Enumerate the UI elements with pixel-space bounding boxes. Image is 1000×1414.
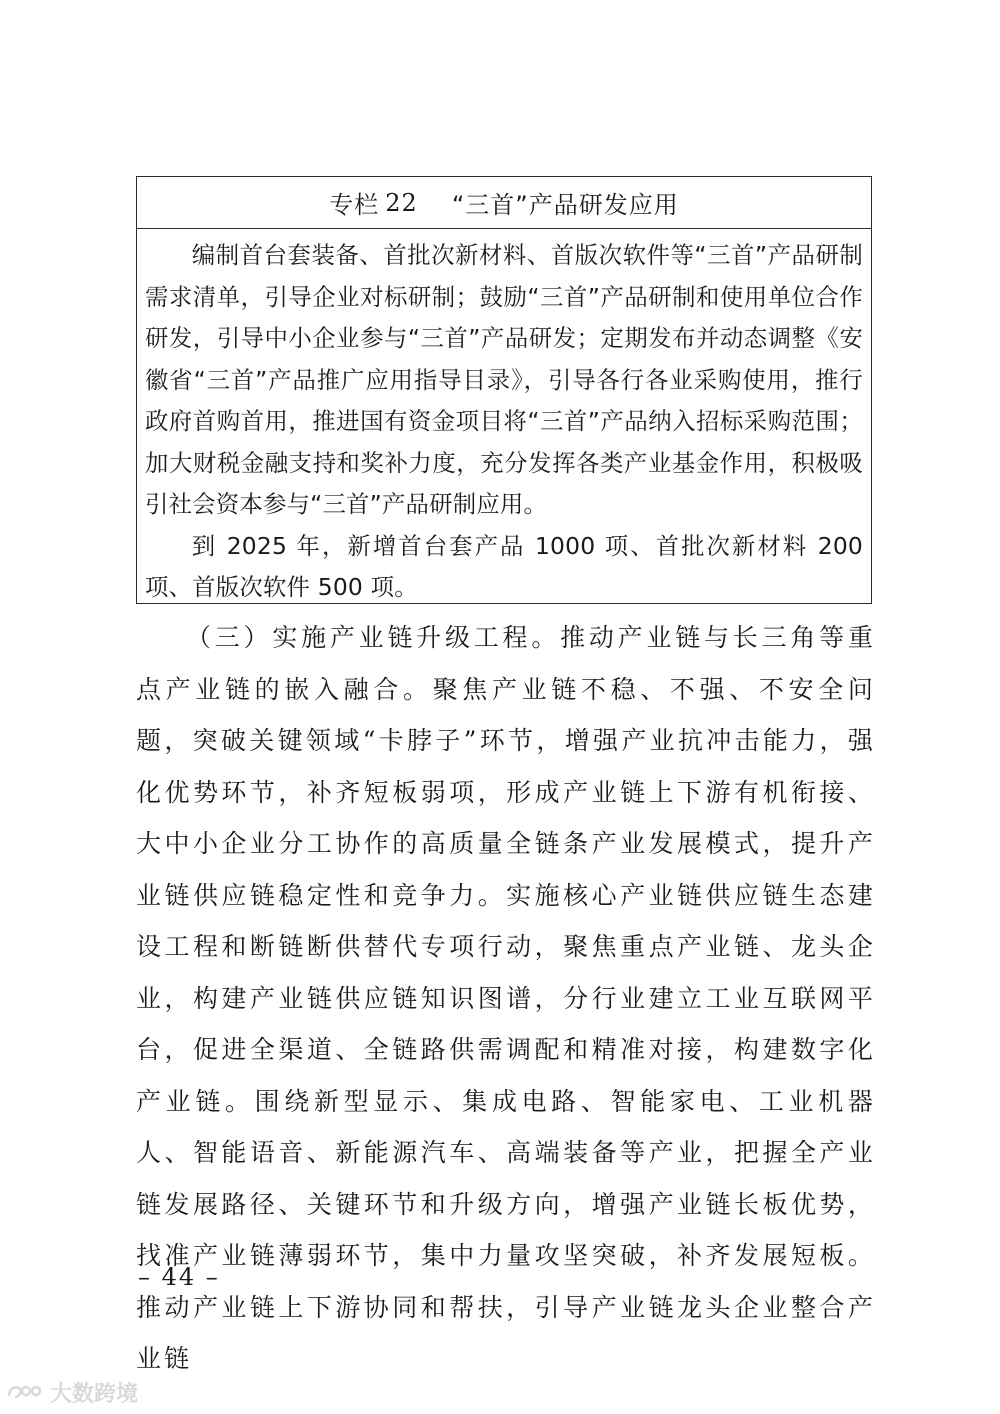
- main-paragraph: （三）实施产业链升级工程。推动产业链与长三角等重点产业链的嵌入融合。聚焦产业链不稳、不强、不安全问题，突破关键领域“卡脖子”环节，增强产业抗冲击能力，强化优势环节，补齐短板弱项，形成产业链上下游有机衔接、大中小企业分工协作的高质量全链条产业发展模式，提升产业链供应链稳定性和竞争力。实施核心产业链供应链生态建设工程和断链断供替代专项行动，聚焦重点产业链、龙头企业，构建产业链供应链知识图谱，分行业建立工业互联网平台，促进全渠道、全链路供需调配和精准对接，构建数字化产业链。围绕新型显示、集成电路、智能家电、工业机器人、智能语音、新能源汽车、高端装备等产业，把握全产业链发展路径、关键环节和升级方向，增强产业链长板优势，找准产业链薄弱环节，集中力量攻坚突破，补齐发展短板。推动产业链上下游协同和帮扶，引导产业链龙头企业整合产业链: [136, 623, 876, 1373]
- page-number: – 44 –: [138, 1263, 220, 1291]
- column-box: [136, 176, 872, 604]
- column-title-prefix: 专栏: [329, 191, 380, 219]
- column-box-title: [137, 177, 871, 229]
- column-title-number: 22: [385, 188, 418, 217]
- column-title-text: “三首”产品研发应用: [451, 191, 679, 219]
- column-paragraph: 到 2025 年，新增首台套产品 1000 项、首批次新材料 200 项、首版次软件 500 项。: [145, 531, 863, 601]
- column-paragraph: 编制首台套装备、首批次新材料、首版次软件等“三首”产品研制需求清单，引导企业对标研制；鼓励“三首”产品研制和使用单位合作研发，引导中小企业参与“三首”产品研发；定期发布并动态调整《安徽省“三首”产品推广应用指导目录》，引导各行各业采购使用，推行政府首购首用，推进国有资金项目将“三首”产品纳入招标采购范围；加大财税金融支持和奖补力度，充分发挥各类产业基金作用，积极吸引社会资本参与“三首”产品研制应用。: [145, 241, 863, 518]
- watermark: [6, 1377, 138, 1408]
- column-box-body: [137, 229, 871, 609]
- watermark-logo-icon: [6, 1382, 46, 1404]
- main-text: [136, 612, 876, 1385]
- watermark-text: 大数跨境: [50, 1382, 139, 1407]
